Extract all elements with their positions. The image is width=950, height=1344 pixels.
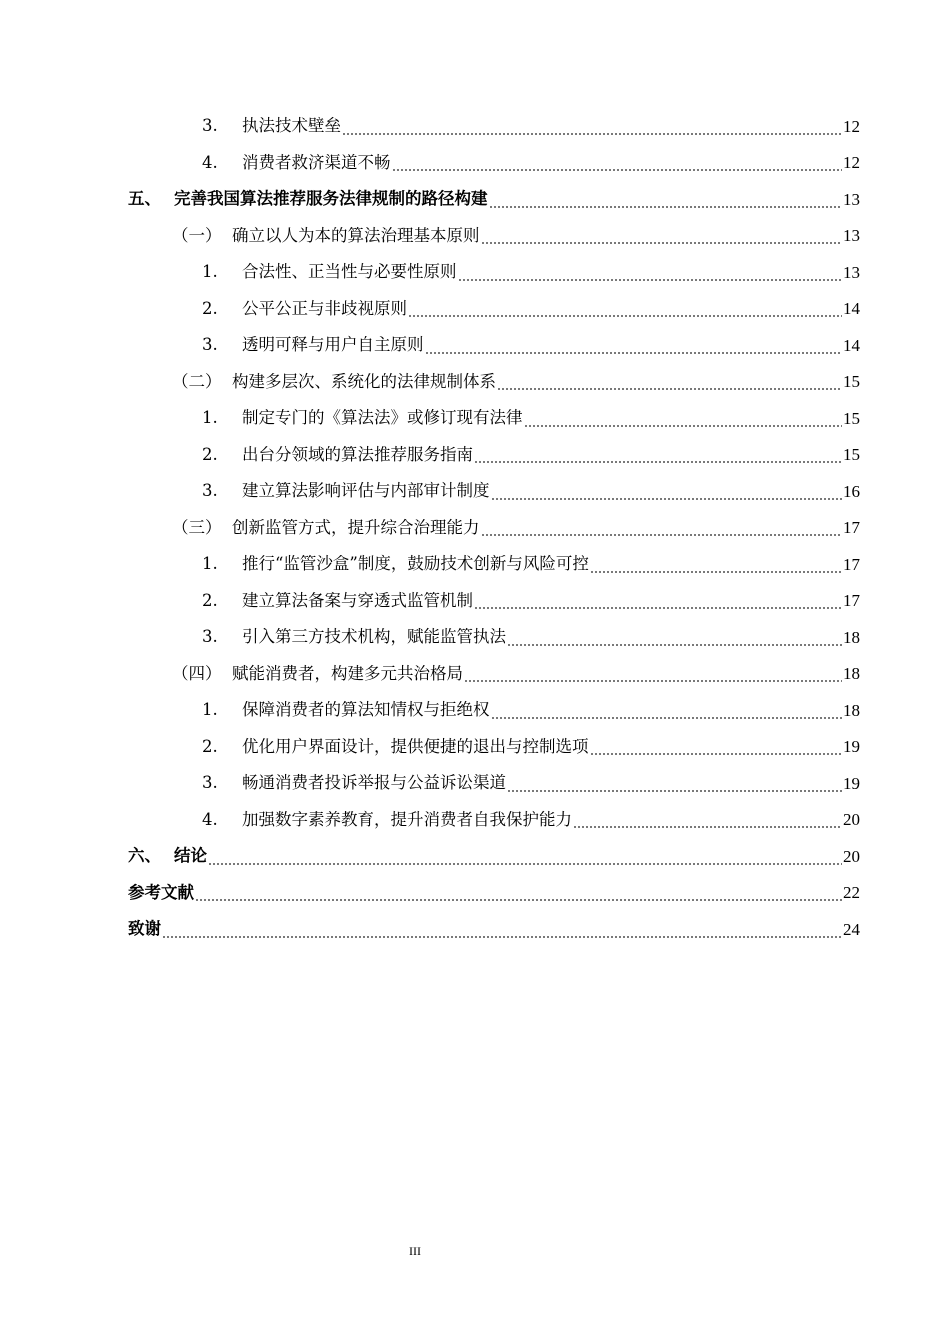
toc-entry-page: 13	[843, 226, 860, 246]
dot-leader	[497, 375, 842, 392]
toc-entry-page: 16	[843, 481, 860, 501]
toc-entry-page: 14	[843, 299, 860, 319]
toc-entry-title: 完善我国算法推荐服务法律规制的路径构建	[174, 189, 488, 208]
dot-leader	[195, 886, 842, 903]
dot-leader	[481, 229, 843, 246]
dot-leader	[392, 156, 843, 173]
toc-entry[interactable]	[0, 729, 950, 766]
toc-entry[interactable]	[0, 437, 950, 474]
toc-entry[interactable]	[0, 218, 950, 255]
toc-entry-number: （四）	[172, 663, 222, 683]
toc-entry-page: 13	[843, 189, 860, 209]
toc-entry-title: 畅通消费者投诉举报与公益诉讼渠道	[242, 773, 506, 792]
toc-entry-title: 建立算法备案与穿透式监管机制	[242, 590, 473, 610]
toc-entry[interactable]	[0, 510, 950, 547]
toc-entry-number: 1.	[202, 554, 218, 573]
toc-entry-page: 17	[843, 554, 860, 574]
toc-entry-page: 18	[843, 627, 860, 647]
toc-entry[interactable]	[0, 364, 950, 401]
toc-entry[interactable]	[0, 911, 950, 948]
dot-leader	[507, 776, 842, 793]
toc-entry-number: （一）	[172, 225, 222, 245]
toc-entry-page: 18	[843, 664, 860, 684]
toc-entry[interactable]	[0, 838, 950, 875]
toc-entry-title: 赋能消费者，构建多元共治格局	[232, 663, 463, 683]
toc-entry[interactable]	[0, 291, 950, 328]
toc-entry-title: 合法性、正当性与必要性原则	[242, 262, 457, 281]
dot-leader	[489, 192, 843, 209]
toc-entry[interactable]	[0, 619, 950, 656]
toc-entry-title: 推行“监管沙盒”制度，鼓励技术创新与风险可控	[242, 554, 589, 573]
toc-entry-number: 3.	[202, 335, 218, 354]
toc-entry-title: 引入第三方技术机构，赋能监管执法	[242, 627, 506, 646]
toc-entry[interactable]	[0, 181, 950, 218]
toc-entry[interactable]	[0, 327, 950, 364]
dot-leader	[481, 521, 843, 538]
toc-entry-number: 3.	[202, 627, 218, 646]
toc-entry-page: 24	[843, 919, 860, 939]
page-number-footer: III	[409, 1244, 421, 1258]
dot-leader	[491, 703, 843, 720]
dot-leader	[464, 667, 842, 684]
toc-entry-number: 3.	[202, 481, 218, 500]
toc-entry-title: 结论	[174, 846, 207, 865]
toc-entry-number: （三）	[172, 517, 222, 537]
dot-leader	[342, 119, 842, 136]
toc-entry-number: 1.	[202, 408, 218, 427]
dot-leader	[573, 813, 842, 830]
toc-entry[interactable]	[0, 546, 950, 583]
toc-entry-title: 优化用户界面设计，提供便捷的退出与控制选项	[242, 736, 589, 756]
toc-entry-number: 2.	[202, 736, 218, 756]
dot-leader	[507, 630, 842, 647]
toc-entry[interactable]	[0, 254, 950, 291]
toc-entry-page: 12	[843, 153, 860, 173]
dot-leader	[524, 411, 843, 428]
toc-entry-page: 17	[843, 591, 860, 611]
toc-entry-page: 19	[843, 773, 860, 793]
dot-leader	[474, 594, 842, 611]
toc-entry-page: 20	[843, 810, 860, 830]
toc-entry[interactable]	[0, 802, 950, 839]
toc-entry-page: 22	[843, 883, 860, 903]
dot-leader	[458, 265, 843, 282]
toc-entry-page: 15	[843, 445, 860, 465]
dot-leader	[162, 922, 842, 939]
toc-entry-number: 3.	[202, 116, 218, 135]
toc-entry-title: 确立以人为本的算法治理基本原则	[232, 225, 480, 245]
dot-leader	[408, 302, 842, 319]
toc-entry-title: 参考文献	[128, 882, 194, 902]
toc-entry-number: 3.	[202, 773, 218, 792]
toc-entry-number: 六、	[128, 846, 161, 865]
toc-entry-title: 公平公正与非歧视原则	[242, 298, 407, 318]
dot-leader	[590, 557, 842, 574]
toc-entry-number: 1.	[202, 262, 218, 281]
dot-leader	[208, 849, 842, 866]
table-of-contents	[0, 108, 950, 948]
dot-leader	[491, 484, 843, 501]
toc-entry-number: 1.	[202, 700, 218, 719]
toc-entry-title: 保障消费者的算法知情权与拒绝权	[242, 700, 490, 719]
toc-entry[interactable]	[0, 583, 950, 620]
toc-entry-page: 18	[843, 700, 860, 720]
toc-entry-number: 2.	[202, 590, 218, 610]
toc-entry-number: 五、	[128, 189, 161, 208]
toc-entry-page: 13	[843, 262, 860, 282]
toc-entry-title: 创新监管方式，提升综合治理能力	[232, 517, 480, 537]
toc-entry[interactable]	[0, 108, 950, 145]
toc-entry[interactable]	[0, 473, 950, 510]
toc-entry-title: 消费者救济渠道不畅	[242, 152, 391, 172]
toc-entry-page: 15	[843, 372, 860, 392]
toc-entry-number: 4.	[202, 809, 218, 829]
toc-entry-number: 2.	[202, 298, 218, 318]
toc-entry[interactable]	[0, 692, 950, 729]
toc-entry-page: 12	[843, 116, 860, 136]
dot-leader	[590, 740, 843, 757]
toc-entry-page: 20	[843, 846, 860, 866]
toc-entry-title: 建立算法影响评估与内部审计制度	[242, 481, 490, 500]
toc-entry-page: 17	[843, 518, 860, 538]
dot-leader	[474, 448, 842, 465]
toc-entry-page: 15	[843, 408, 860, 428]
dot-leader	[425, 338, 843, 355]
toc-entry[interactable]	[0, 765, 950, 802]
toc-entry[interactable]	[0, 656, 950, 693]
toc-entry-title: 致谢	[128, 919, 161, 938]
toc-entry-number: 2.	[202, 444, 218, 464]
toc-entry-title: 透明可释与用户自主原则	[242, 335, 424, 354]
toc-entry-title: 制定专门的《算法法》或修订现有法律	[242, 408, 523, 427]
toc-entry-page: 19	[843, 737, 860, 757]
toc-entry-page: 14	[843, 335, 860, 355]
toc-entry-number: 4.	[202, 152, 218, 172]
toc-entry-title: 构建多层次、系统化的法律规制体系	[232, 371, 496, 391]
toc-entry-title: 出台分领域的算法推荐服务指南	[242, 444, 473, 464]
toc-entry[interactable]	[0, 145, 950, 182]
toc-entry-title: 加强数字素养教育，提升消费者自我保护能力	[242, 809, 572, 829]
toc-entry[interactable]	[0, 400, 950, 437]
toc-entry[interactable]	[0, 875, 950, 912]
toc-entry-number: （二）	[172, 371, 222, 391]
toc-entry-title: 执法技术壁垒	[242, 116, 341, 135]
